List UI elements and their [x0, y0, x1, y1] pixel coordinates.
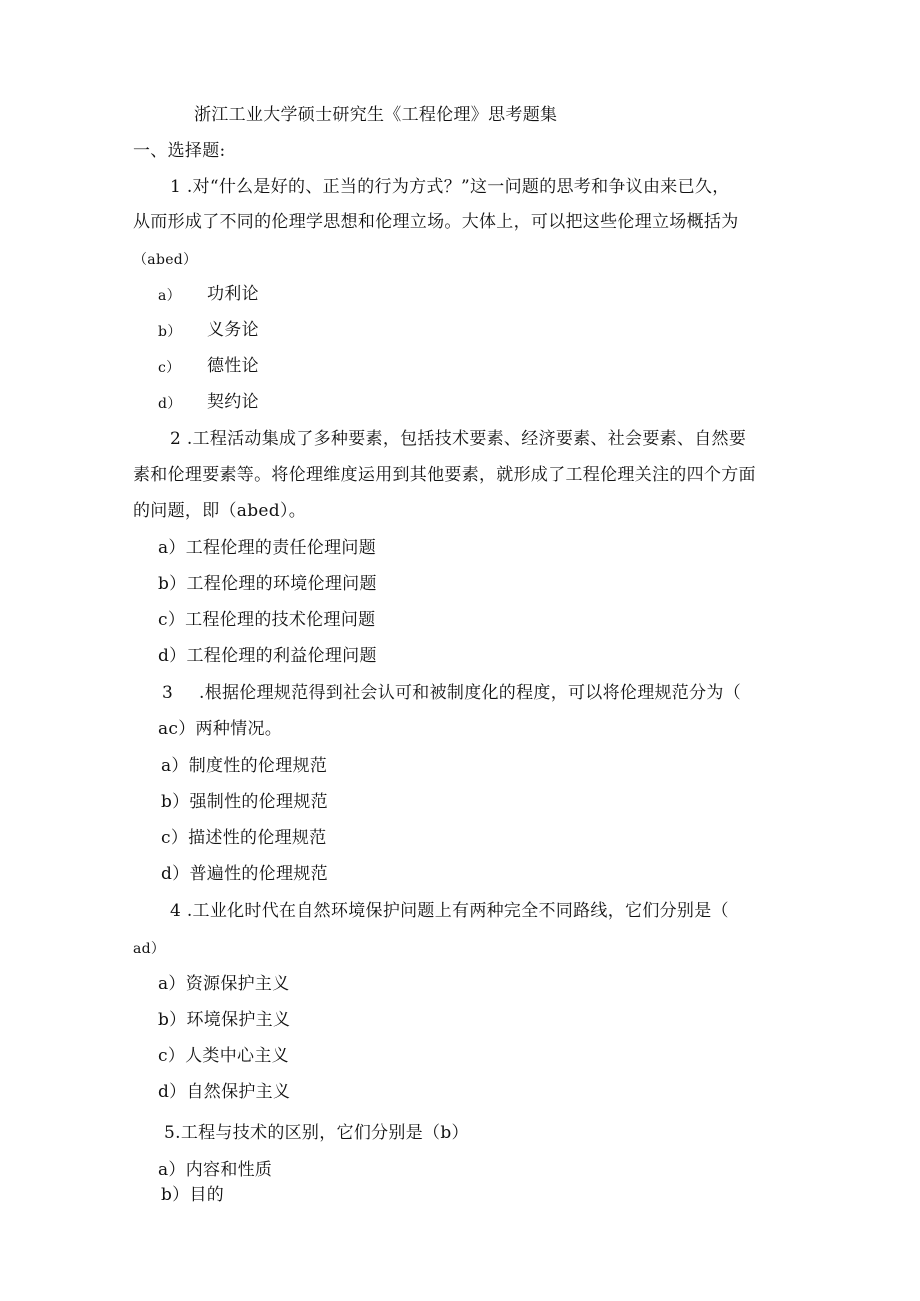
option-item: c）描述性的伦理规范: [161, 828, 327, 848]
option-item: c）人类中心主义: [158, 1046, 289, 1066]
question-text: 素和伦理要素等。将伦理维度运用到其他要素，就形成了工程伦理关注的四个方面: [133, 465, 756, 485]
option-item: d）自然保护主义: [158, 1082, 291, 1102]
document-title: 浙江工业大学硕士研究生《工程伦理》思考题集: [194, 105, 558, 125]
option-text: 德性论: [207, 356, 259, 376]
question-text: 1 .对“什么是好的、正当的行为方式？”这一问题的思考和争议由来已久，: [170, 177, 730, 197]
question-text: 从而形成了不同的伦理学思想和伦理立场。大体上，可以把这些伦理立场概括为: [133, 212, 739, 232]
option-item: d）工程伦理的利益伦理问题: [158, 646, 377, 666]
answer-text: ad）: [133, 941, 166, 957]
option-item: b）环境保护主义: [158, 1010, 291, 1030]
question-text: .根据伦理规范得到社会认可和被制度化的程度，可以将伦理规范分为（: [199, 683, 742, 703]
option-letter: d）: [158, 396, 182, 412]
answer-text: （abed）: [133, 252, 198, 268]
question-text: 2 .工程活动集成了多种要素，包括技术要素、经济要素、社会要素、自然要: [170, 429, 747, 449]
option-item: d）普遍性的伦理规范: [161, 864, 328, 884]
option-text: 功利论: [207, 284, 259, 304]
question-text: ac）两种情况。: [158, 719, 283, 739]
option-letter: b）: [158, 324, 182, 340]
option-item: a）资源保护主义: [158, 974, 290, 994]
option-item: b）工程伦理的环境伦理问题: [158, 574, 377, 594]
option-item: c）工程伦理的技术伦理问题: [158, 610, 376, 630]
option-letter: c）: [158, 360, 181, 376]
option-letter: a）: [158, 288, 181, 304]
option-item: b）强制性的伦理规范: [161, 792, 328, 812]
question-text: 的问题，即（abed）。: [133, 501, 307, 521]
section-heading: 一、选择题:: [133, 141, 226, 161]
option-text: 义务论: [207, 320, 259, 340]
question-text: 5.工程与技术的区别，它们分别是（b）: [164, 1123, 469, 1143]
option-text: 契约论: [207, 392, 259, 412]
question-text: 4 .工业化时代在自然环境保护问题上有两种完全不同路线，它们分别是（: [170, 901, 729, 921]
option-item: a）制度性的伦理规范: [161, 756, 328, 776]
option-item: a）内容和性质: [158, 1160, 273, 1180]
option-item: a）工程伦理的责任伦理问题: [158, 538, 377, 558]
option-item: b）目的: [161, 1185, 225, 1205]
question-number: 3: [162, 683, 174, 703]
